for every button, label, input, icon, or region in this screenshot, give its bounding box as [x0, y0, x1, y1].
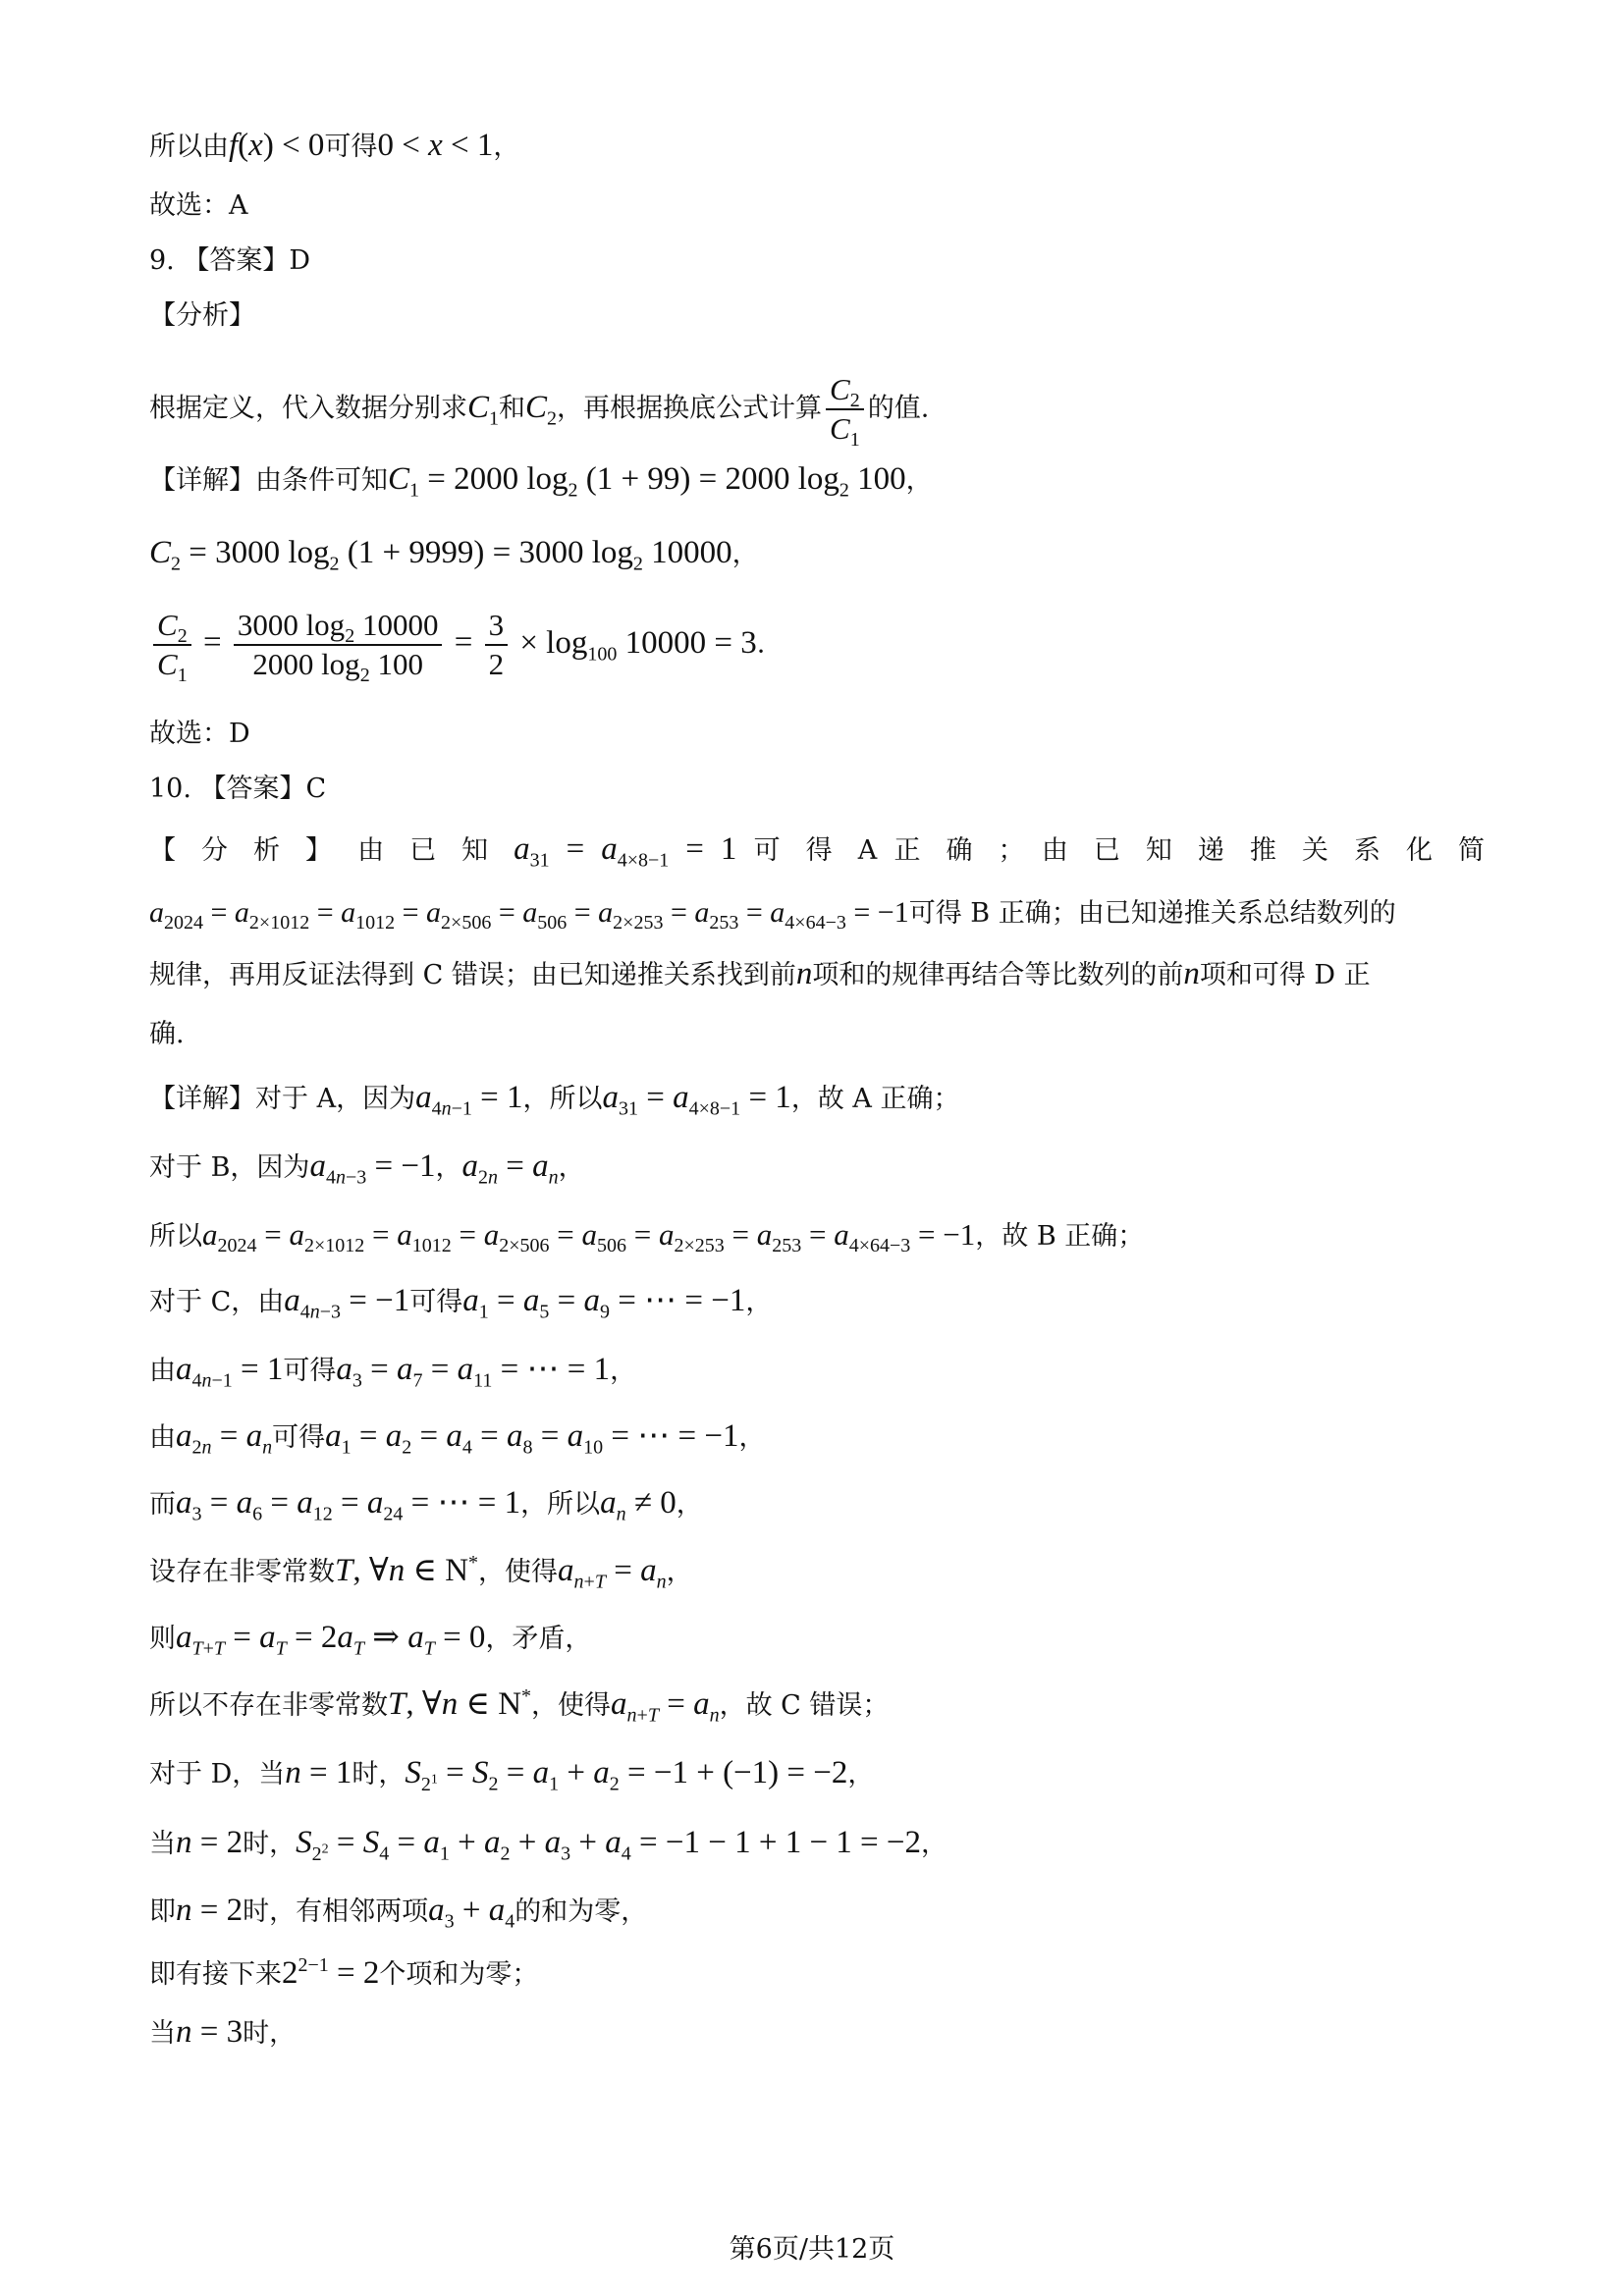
q9-analysis-label: 【分析】: [149, 300, 255, 331]
q9-answer: 9. 【答案】D: [149, 245, 310, 276]
q9-detail-1: 【详解】由条件可知$C_1 = 2000$ $\log_2 (1 + 99) = 2000$ $\log_2 100$，: [149, 461, 933, 502]
detail-g: 而$a_3 = a_6 = a_{12} = a_{24}$ = ⋯ = 1，所以$a_n \ne 0$，: [149, 1485, 703, 1525]
detail-l: 当n = 2时，$S_{2^2} = S_4 = a_1 + a_2 + a_3 + a_4 = -1 - 1 + 1 - 1 = -2$，: [149, 1825, 948, 1865]
detail-a: 【详解】对于 A，因为$a_{4n-1} = 1$，所以$a_{31} = a_{4\times 8-1} = 1$，故 A 正确；: [149, 1080, 960, 1120]
page-number: 第6页/共12页: [729, 2234, 895, 2265]
q10-analysis-1: 【 分 析 】 由 已 知 $a_{31} = a_{4\times 8-1} = 1$ 可 得 A 正 确 ； 由 已 知 递 推 关 系 化 简: [149, 831, 1485, 872]
detail-i: 则$a_{T+T} = a_T = 2a_T$ ⇒ $a_T = 0$，矛盾，: [149, 1620, 592, 1660]
q9-analysis: 根据定义，代入数据分别求$C_1$和$C_2$，再根据换底公式计算 $\frac{C_2}{C_1}$ 的值.: [149, 372, 930, 452]
detail-b: 对于 B，因为$a_{4n-3} = -1$，$a_{2n} = a_n$，: [149, 1148, 585, 1189]
q9-detail-3: $\frac{C_2}{C_1}$ = $\frac{3000 \log_2 10000}{2000 \log_2 100}$ = $\frac{3}{2}$ × $\log_{100} 10000 = 3$.: [149, 607, 1485, 683]
q9-choice: 故选：D: [149, 719, 250, 749]
q10-analysis-3: 规律，再用反证法得到 C 错误；由已知递推关系找到前n项和的规律再结合等比数列的前n项和可得 D 正: [149, 956, 1371, 991]
line-2: 故选：A: [149, 190, 248, 221]
q9-detail-2: $C_2 = 3000$ $\log_2 (1 + 9999) = 3000$ $\log_2 10000$，: [149, 535, 759, 575]
detail-o: 当n = 3时，: [149, 2014, 297, 2050]
detail-m: 即n = 2时，有相邻两项$a_3 + a_4$的和为零，: [149, 1893, 648, 1933]
detail-j: 所以不存在非零常数T, ∀n ∈ N*，使得$a_{n+T} = a_n$，故 C 错误；: [149, 1685, 890, 1727]
detail-e: 由$a_{4n-1} = 1$可得$a_3 = a_7 = a_{11}$ = ⋯ = 1，: [149, 1352, 637, 1392]
q10-answer: 10. 【答案】C: [149, 774, 327, 804]
line-1: 所以由f(x) < 0可得0 < x < 1，: [149, 128, 520, 163]
detail-d: 对于 C，由$a_{4n-3} = -1$可得$a_1 = a_5 = a_9$ = ⋯ = −1，: [149, 1283, 773, 1323]
detail-n: 即有接下来$2^{2-1} = 2$个项和为零；: [149, 1954, 539, 1991]
detail-f: 由$a_{2n} = a_n$可得$a_1 = a_2 = a_4 = a_8 = a_{10}$ = ⋯ = −1，: [149, 1418, 766, 1459]
q10-analysis-4: 确.: [149, 1019, 185, 1049]
detail-k: 对于 D，当n = 1时，$S_{2^1} = S_2 = a_1 + a_2 = -1 + (-1) = -2$，: [149, 1755, 875, 1795]
q10-analysis-2: $a_{2024} = a_{2\times 1012} = a_{1012} = a_{2\times 506} = a_{506} = a_{2\times 253} = a_{253} = a_{4\times 64-3} = -1$可得 B 正确；由已知递推关系总结数列的: [149, 896, 1396, 934]
detail-h: 设存在非零常数T, ∀n ∈ N*，使得$a_{n+T} = a_n$，: [149, 1552, 693, 1593]
detail-c: 所以$a_{2024} = a_{2\times 1012} = a_{1012} = a_{2\times 506} = a_{506} = a_{2\times 253} = a_{253} = a_{4\times 64-3} = -1$，故 B 正确；: [149, 1217, 1145, 1257]
